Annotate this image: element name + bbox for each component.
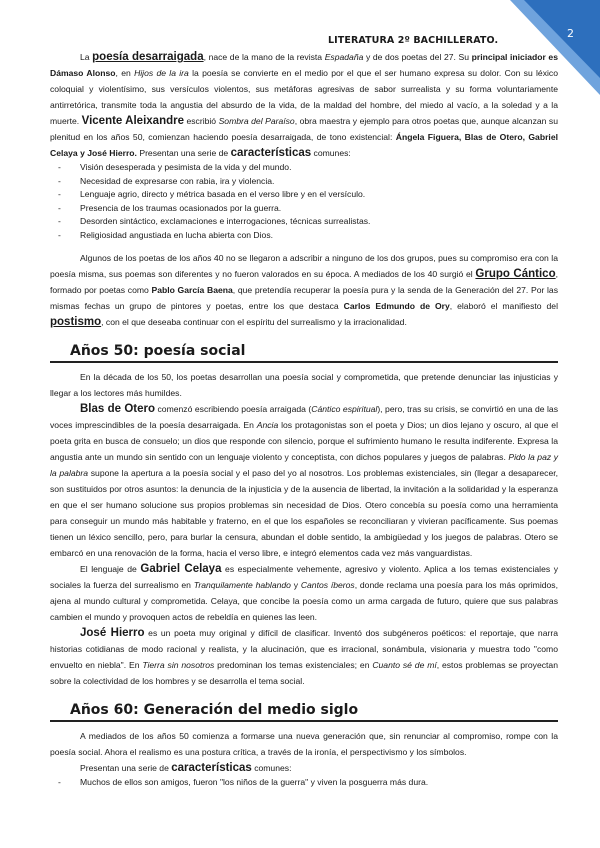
name-vicente-aleixandre: Vicente Aleixandre: [81, 115, 184, 127]
page-header-title: LITERATURA 2º BACHILLERATO.: [328, 35, 499, 46]
page-number: 2: [567, 27, 574, 40]
name-blas-de-otero: Blas de Otero: [80, 403, 155, 415]
paragraph-grupo-cantico: Algunos de los poetas de los años 40 no se llegaron a adscribir a ninguno de los dos grupos, pues su compromiso era con la poesía misma, sus poemas son diferentes y no fueron valorados en su época. A mediados de los 40 surgió el Grupo Cántico, formado por poetas como Pablo García Baena, que pretendía recuperar la poesía pura y la senda de la Generación del 27. Por las mismas fechas un grupo de pintores y poetas, entre los que destaca Carlos Edmundo de Ory, elaboró el manifiesto del postismo, con el que deseaba continuar con el espíritu del surrealismo y la irracionalidad.: [50, 253, 558, 328]
list-item: - Lenguaje agrio, directo y métrica basada en el verso libre y en el versículo.: [50, 188, 558, 202]
name-gabriel-celaya: Gabriel Celaya: [140, 563, 222, 575]
term-grupo-cantico: Grupo Cántico: [475, 268, 556, 280]
term-poesia-desarraigada: poesía desarraigada: [92, 51, 204, 63]
list-item: - Visión desesperada y pesimista de la vida y del mundo.: [50, 161, 558, 175]
paragraph-poesia-social: En la década de los 50, los poetas desarrollan una poesía social y comprometida, que pretende denunciar las injusticias y llegar a los lectores más humildes.: [50, 372, 558, 398]
list-item: - Muchos de ellos son amigos, fueron "los niños de la guerra" y viven la posguerra más dura.: [50, 776, 558, 790]
paragraph-poesia-desarraigada: La poesía desarraigada, nace de la mano de la revista Espadaña y de dos poetas del 27. Su principal iniciador es Dámaso Alonso, en Hijos de la ira la poesía se convierte en el medio por el que el ser humano expresa su dolor. Con su léxico coloquial y violentísimo, sus versículos violentos, sus metáforas agresivas de sabor surrealista y su forma voluntariamente antirretórica, transmite toda la angustia del absurdo de la vida, de la maldad del hombre, del miedo al vacío, a la soledad y a la muerte. Vicente Aleixandre escribió Sombra del Paraíso, obra maestra y ejemplo para otros poetas que, aunque alcanzan su plenitud en los años 50, comienzan haciendo poesía desarraigada, de tono existencial: Ángela Figuera, Blas de Otero, Gabriel Celaya y José Hierro. Presentan una serie de características comunes:: [50, 51, 559, 159]
list-item: - Presencia de los traumas ocasionados por la guerra.: [50, 202, 558, 216]
name-jose-hierro: José Hierro: [80, 627, 145, 639]
document-body: [50, 49, 558, 790]
list-item: - Desorden sintáctico, exclamaciones e interrogaciones, técnicas surrealistas.: [50, 215, 558, 229]
paragraph-medio-siglo: A mediados de los años 50 comienza a formarse una nueva generación que, sin renunciar al compromiso, rompe con la poesía social. Ahora el realismo es una postura crítica, a través de la ironía, el perspectivismo y los símbolos.: [50, 731, 558, 757]
paragraph-gabriel-celaya: El lenguaje de Gabriel Celaya es especialmente vehemente, agresivo y violento. Aplica a los temas existenciales y sociales la fuerza del surrealismo en Tranquilamente hablando y Cantos íberos, donde reclama una poesía para los más oprimidos, ajena al mundo cultural y comprometida. Celaya, que concibe la poesía como un arma cargada de futuro, quiere que sus palabras cambien el mundo y provoquen actos de rebeldía en quienes las leen.: [50, 563, 559, 622]
characteristics-list-medio-siglo: [50, 776, 558, 790]
paragraph-caracteristicas-intro: Presentan una serie de características comunes:: [80, 762, 292, 774]
section-heading-anos-50: Años 50: poesía social: [50, 341, 558, 363]
paragraph-blas-de-otero: Blas de Otero comenzó escribiendo poesía arraigada (Cántico espiritual), pero, tras su crisis, se convirtió en una de las voces imprescindibles de la poesía desarraigada. En Ancia los protagonistas son el poeta y Dios; un dios lejano y oscuro, al que el poeta grita en busca de consuelo; un dios que responde con silencio, porque el sufrimiento humano le resulta indiferente. Expresa la angustia ante un mundo sin sentido con un lenguaje violento y conceptista, con dichos populares y juegos de palabras. Pido la paz y la palabra supone la apertura a la poesía social y el paso del yo al nosotros. Los problemas existenciales, sin (llegar a desaparecer, son sustituidos por otros asuntos: la denuncia de la injusticia y de la ausencia de libertad, la invitación a la solidaridad y la esperanza en que el ser humano solucione sus propios problemas sin necesidad de Dios. Otero concebía su poesía como una herramienta para conseguir un mundo más habitable y fraterno, en el que los españoles se reconciliaran y vivieran pacíficamente. Sus poemas tienen un léxico sencillo, pero, para burlar la censura, abundan el doble sentido, la ambigüedad y los juegos de palabras. Otero se embarcó en una renovación de la forma, hacia el verso libre, e integró elementos cada vez más vanguardistas.: [50, 403, 558, 558]
term-postismo: postismo: [50, 316, 102, 328]
list-item: - Religiosidad angustiada en lucha abierta con Dios.: [50, 229, 558, 243]
list-item: - Necesidad de expresarse con rabia, ira y violencia.: [50, 175, 558, 189]
section-heading-anos-60: Años 60: Generación del medio siglo: [50, 700, 558, 722]
paragraph-jose-hierro: José Hierro es un poeta muy original y difícil de clasificar. Inventó dos subgéneros poéticos: el reportaje, que narra historias cotidianas de modo racional y realista, y la alucinación, que es irracional, sonámbula, visionaria y muestra todo "como envuelto en niebla". En Tierra sin nosotros predominan los temas existenciales; en Cuanto sé de mí, estos problemas se proyectan sobre la colectividad de los hombres y se desarrolla el tema social.: [50, 627, 558, 686]
characteristics-list-desarraigada: [50, 161, 558, 242]
